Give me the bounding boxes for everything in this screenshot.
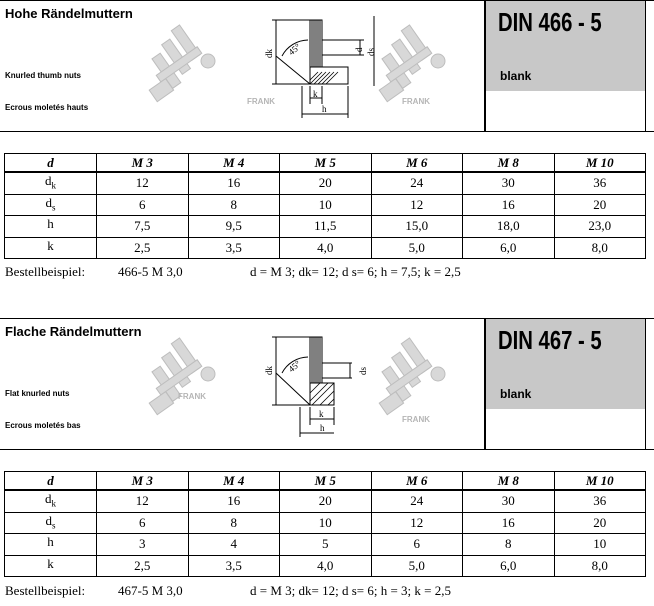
dim-dk-label: dk [264, 366, 274, 375]
row-label: k [5, 555, 97, 577]
table-cell: 5,0 [371, 237, 463, 259]
section-1-finish: blank [500, 69, 532, 83]
table-cell: 6,0 [463, 237, 555, 259]
header-cell: M 3 [97, 472, 189, 491]
row-label: $d_k$ [5, 490, 97, 512]
header-cell: d [5, 472, 97, 491]
header-cell: M 6 [371, 472, 463, 491]
section-1-header [0, 0, 654, 132]
section-2-header [0, 318, 654, 450]
dim-dk-label: dk [264, 49, 274, 58]
dim-ds-label: ds [358, 366, 368, 375]
table-cell: 3,5 [188, 237, 280, 259]
table-cell: 20 [554, 194, 646, 216]
frank-logo-left-text: FRANK [247, 97, 275, 106]
header-cell: M 6 [371, 154, 463, 173]
table-cell: 8 [188, 194, 280, 216]
table-row [5, 216, 646, 238]
frank-logo-right-text: FRANK [402, 415, 430, 424]
header-cell: M 10 [554, 154, 646, 173]
table-cell: 6 [97, 194, 189, 216]
table-cell: 6 [97, 512, 189, 534]
section-1-standard: DIN 466 - 5 [498, 7, 602, 37]
table-cell: 18,0 [463, 216, 555, 238]
table-row [5, 490, 646, 512]
order-example-label: Bestellbeispiel: [5, 264, 86, 279]
section-1-table [4, 153, 646, 259]
table-row [5, 555, 646, 577]
section-2-title: Flache Rändelmuttern [5, 324, 142, 339]
table-cell: 11,5 [280, 216, 372, 238]
section-2-finish: blank [500, 387, 532, 401]
frank-logo-right [380, 31, 484, 121]
dim-h-label: h [320, 423, 325, 433]
dim-k-label: k [319, 409, 324, 419]
table-cell: 5 [280, 534, 372, 556]
frank-logo-right [380, 344, 484, 434]
section-2-subtitle-en: Flat knurled nuts [5, 389, 70, 398]
table-cell: 12 [97, 490, 189, 512]
header-cell: M 4 [188, 472, 280, 491]
table-cell: 16 [463, 194, 555, 216]
table-cell: 10 [280, 194, 372, 216]
dim-angle-label: 45° [286, 358, 303, 375]
table-cell: 6,0 [463, 555, 555, 577]
table-cell: 36 [554, 490, 646, 512]
table-cell: 16 [188, 490, 280, 512]
table-cell: 20 [554, 512, 646, 534]
table-cell: 3,5 [188, 555, 280, 577]
section-2-standard: DIN 467 - 5 [498, 325, 602, 355]
table-cell: 2,5 [97, 237, 189, 259]
row-label: h [5, 534, 97, 556]
order-example-code: 466-5 M 3,0 [118, 264, 183, 279]
table-cell: 10 [280, 512, 372, 534]
section-2-right-border [645, 319, 646, 449]
table-cell: 2,5 [97, 555, 189, 577]
header-cell: M 5 [280, 472, 372, 491]
header-cell: M 8 [463, 154, 555, 173]
table-cell: 12 [371, 194, 463, 216]
section-1-subtitle-en: Knurled thumb nuts [5, 71, 81, 80]
table-cell: 4,0 [280, 237, 372, 259]
row-label: $d_k$ [5, 172, 97, 194]
table-row [5, 172, 646, 194]
table-cell: 7,5 [97, 216, 189, 238]
table-cell: 30 [463, 172, 555, 194]
table-cell: 4 [188, 534, 280, 556]
section-1-title: Hohe Rändelmuttern [5, 6, 133, 21]
table-cell: 8,0 [554, 555, 646, 577]
section-2-table [4, 471, 646, 577]
frank-logo-left-text: FRANK [178, 392, 206, 401]
table-cell: 16 [188, 172, 280, 194]
section-1-right-border [645, 1, 646, 131]
table-cell: 36 [554, 172, 646, 194]
table-cell: 24 [371, 172, 463, 194]
dim-angle-label: 45° [286, 41, 303, 58]
order-example-label: Bestellbeispiel: [5, 583, 86, 598]
row-label: h [5, 216, 97, 238]
frank-logo-right-text: FRANK [402, 97, 430, 106]
header-cell: M 5 [280, 154, 372, 173]
row-label: $d_s$ [5, 194, 97, 216]
table-row [5, 512, 646, 534]
order-example-values: d = M 3; dk= 12; d s= 6; h = 7,5; k = 2,5 [250, 264, 461, 279]
order-example-code: 467-5 M 3,0 [118, 583, 183, 598]
table-cell: 10 [554, 534, 646, 556]
table-cell: 12 [371, 512, 463, 534]
dim-h-label: h [322, 104, 327, 114]
section-2-subtitle-fr: Ecrous moletés bas [5, 421, 81, 430]
table-cell: 3 [97, 534, 189, 556]
table-cell: 15,0 [371, 216, 463, 238]
table-cell: 8,0 [554, 237, 646, 259]
table-cell: 8 [188, 512, 280, 534]
table-cell: 20 [280, 172, 372, 194]
table-row [5, 194, 646, 216]
header-cell: d [5, 154, 97, 173]
nut-drawing-flat [262, 333, 372, 438]
dim-k-label: k [313, 89, 318, 99]
section-1-subtitle-fr: Ecrous moletés hauts [5, 103, 89, 112]
table-header-row [5, 472, 646, 491]
table-row [5, 237, 646, 259]
table-cell: 6 [371, 534, 463, 556]
order-example-values: d = M 3; dk= 12; d s= 6; h = 3; k = 2,5 [250, 583, 451, 598]
dim-d-label: d [354, 47, 364, 52]
table-cell: 12 [97, 172, 189, 194]
row-label: k [5, 237, 97, 259]
table-row [5, 534, 646, 556]
table-cell: 20 [280, 490, 372, 512]
table-cell: 4,0 [280, 555, 372, 577]
table-cell: 8 [463, 534, 555, 556]
header-cell: M 3 [97, 154, 189, 173]
table-cell: 5,0 [371, 555, 463, 577]
table-cell: 30 [463, 490, 555, 512]
header-cell: M 8 [463, 472, 555, 491]
dim-ds-label: ds [366, 47, 376, 56]
table-header-row [5, 154, 646, 173]
header-cell: M 10 [554, 472, 646, 491]
table-cell: 9,5 [188, 216, 280, 238]
nut-drawing-high [262, 16, 376, 121]
header-cell: M 4 [188, 154, 280, 173]
table-cell: 23,0 [554, 216, 646, 238]
row-label: $d_s$ [5, 512, 97, 534]
table-cell: 24 [371, 490, 463, 512]
table-cell: 16 [463, 512, 555, 534]
